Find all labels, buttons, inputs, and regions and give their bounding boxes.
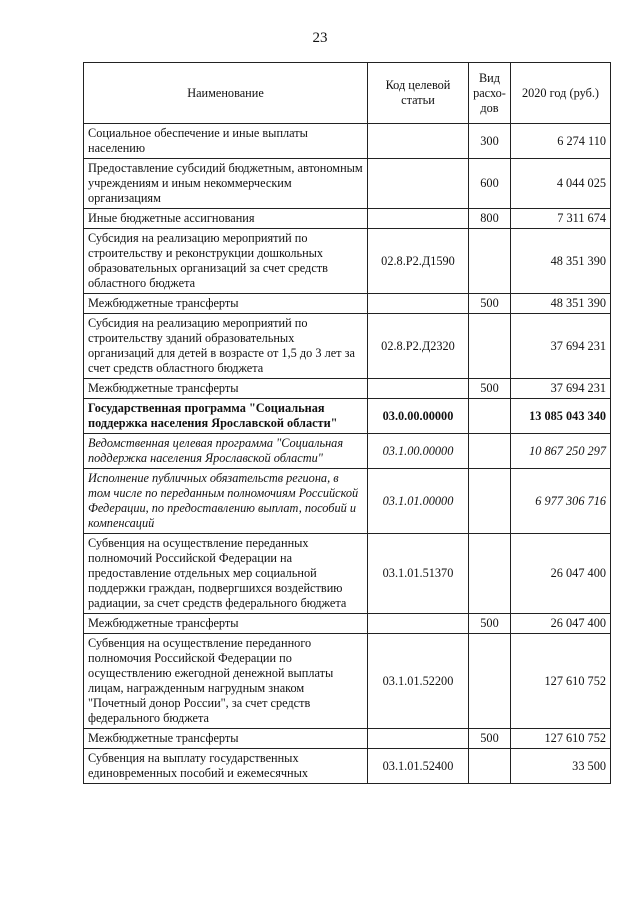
row-code-cell: 03.1.01.52400 xyxy=(368,749,469,784)
row-vid-cell: 500 xyxy=(469,729,511,749)
row-code-cell xyxy=(368,124,469,159)
row-vid-cell xyxy=(469,534,511,614)
table-row xyxy=(84,314,611,379)
row-vid-cell: 500 xyxy=(469,379,511,399)
row-name-cell: Субвенция на выплату государственных единовременных пособий и ежемесячных xyxy=(84,749,368,784)
table-row xyxy=(84,534,611,614)
table-body xyxy=(84,63,611,784)
row-code-cell xyxy=(368,294,469,314)
row-vid-cell xyxy=(469,469,511,534)
table-row xyxy=(84,399,611,434)
row-vid-cell: 300 xyxy=(469,124,511,159)
row-vid-cell: 800 xyxy=(469,209,511,229)
row-sum-cell: 7 311 674 xyxy=(511,209,611,229)
row-name-cell: Ведомственная целевая программа "Социальная поддержка населения Ярославской области" xyxy=(84,434,368,469)
row-sum-cell: 37 694 231 xyxy=(511,379,611,399)
row-vid-cell xyxy=(469,434,511,469)
table-row xyxy=(84,749,611,784)
row-code-cell xyxy=(368,159,469,209)
table-row xyxy=(84,209,611,229)
header-code: Код целевой статьи xyxy=(368,63,469,124)
page-number: 23 xyxy=(312,30,328,46)
row-sum-cell: 37 694 231 xyxy=(511,314,611,379)
table-header-row xyxy=(84,63,611,124)
table-row xyxy=(84,124,611,159)
row-code-cell xyxy=(368,614,469,634)
row-name-cell: Субвенция на осуществление переданных полномочий Российской Федерации на предоставление отдельных мер социальной поддержки граждан, подвергшихся воздействию радиации, за счет средств федерального бюджета xyxy=(84,534,368,614)
row-name-cell: Межбюджетные трансферты xyxy=(84,379,368,399)
row-sum-cell: 13 085 043 340 xyxy=(511,399,611,434)
row-vid-cell: 500 xyxy=(469,614,511,634)
header-vid: Вид расхо-дов xyxy=(469,63,511,124)
row-code-cell xyxy=(368,209,469,229)
table-row xyxy=(84,229,611,294)
row-vid-cell: 500 xyxy=(469,294,511,314)
table-row xyxy=(84,159,611,209)
row-name-cell: Социальное обеспечение и иные выплаты населению xyxy=(84,124,368,159)
row-code-cell: 02.8.Р2.Д2320 xyxy=(368,314,469,379)
row-sum-cell: 10 867 250 297 xyxy=(511,434,611,469)
row-sum-cell: 48 351 390 xyxy=(511,229,611,294)
row-name-cell: Межбюджетные трансферты xyxy=(84,614,368,634)
row-code-cell: 02.8.Р2.Д1590 xyxy=(368,229,469,294)
row-code-cell: 03.1.01.51370 xyxy=(368,534,469,614)
row-code-cell: 03.0.00.00000 xyxy=(368,399,469,434)
row-sum-cell: 6 274 110 xyxy=(511,124,611,159)
row-name-cell: Межбюджетные трансферты xyxy=(84,729,368,749)
table-row xyxy=(84,379,611,399)
row-sum-cell: 48 351 390 xyxy=(511,294,611,314)
row-vid-cell xyxy=(469,314,511,379)
table-row xyxy=(84,614,611,634)
row-sum-cell: 6 977 306 716 xyxy=(511,469,611,534)
row-vid-cell xyxy=(469,749,511,784)
row-name-cell: Иные бюджетные ассигнования xyxy=(84,209,368,229)
row-vid-cell xyxy=(469,399,511,434)
header-sum: 2020 год (руб.) xyxy=(511,63,611,124)
row-code-cell xyxy=(368,729,469,749)
budget-table xyxy=(83,62,611,784)
header-name: Наименование xyxy=(84,63,368,124)
row-name-cell: Субсидия на реализацию мероприятий по строительству зданий образовательных организаций для детей в возрасте от 1,5 до 3 лет за счет средств областного бюджета xyxy=(84,314,368,379)
row-code-cell: 03.1.01.00000 xyxy=(368,469,469,534)
row-sum-cell: 4 044 025 xyxy=(511,159,611,209)
table-row xyxy=(84,294,611,314)
row-name-cell: Предоставление субсидий бюджетным, автономным учреждениям и иным некоммерческим организациям xyxy=(84,159,368,209)
row-vid-cell xyxy=(469,634,511,729)
table-row xyxy=(84,729,611,749)
row-name-cell: Межбюджетные трансферты xyxy=(84,294,368,314)
row-code-cell xyxy=(368,379,469,399)
row-sum-cell: 26 047 400 xyxy=(511,534,611,614)
row-sum-cell: 127 610 752 xyxy=(511,634,611,729)
table-row xyxy=(84,434,611,469)
row-sum-cell: 26 047 400 xyxy=(511,614,611,634)
row-sum-cell: 33 500 xyxy=(511,749,611,784)
row-name-cell: Исполнение публичных обязательств региона, в том числе по переданным полномочиям Российской Федерации, по предоставлению выплат, пособий и компенсаций xyxy=(84,469,368,534)
row-vid-cell: 600 xyxy=(469,159,511,209)
page-bottom-margin xyxy=(0,868,640,905)
row-name-cell: Государственная программа "Социальная поддержка населения Ярославской области" xyxy=(84,399,368,434)
row-code-cell: 03.1.00.00000 xyxy=(368,434,469,469)
table-row xyxy=(84,634,611,729)
table-row xyxy=(84,469,611,534)
row-name-cell: Субвенция на осуществление переданного полномочия Российской Федерации по осуществлению ежегодной денежной выплаты лицам, награжденным нагрудным знаком "Почетный донор России", за счет средств федерального бюджета xyxy=(84,634,368,729)
row-sum-cell: 127 610 752 xyxy=(511,729,611,749)
row-code-cell: 03.1.01.52200 xyxy=(368,634,469,729)
row-name-cell: Субсидия на реализацию мероприятий по строительству и реконструкции дошкольных образовательных организаций за счет средств областного бюджета xyxy=(84,229,368,294)
row-vid-cell xyxy=(469,229,511,294)
